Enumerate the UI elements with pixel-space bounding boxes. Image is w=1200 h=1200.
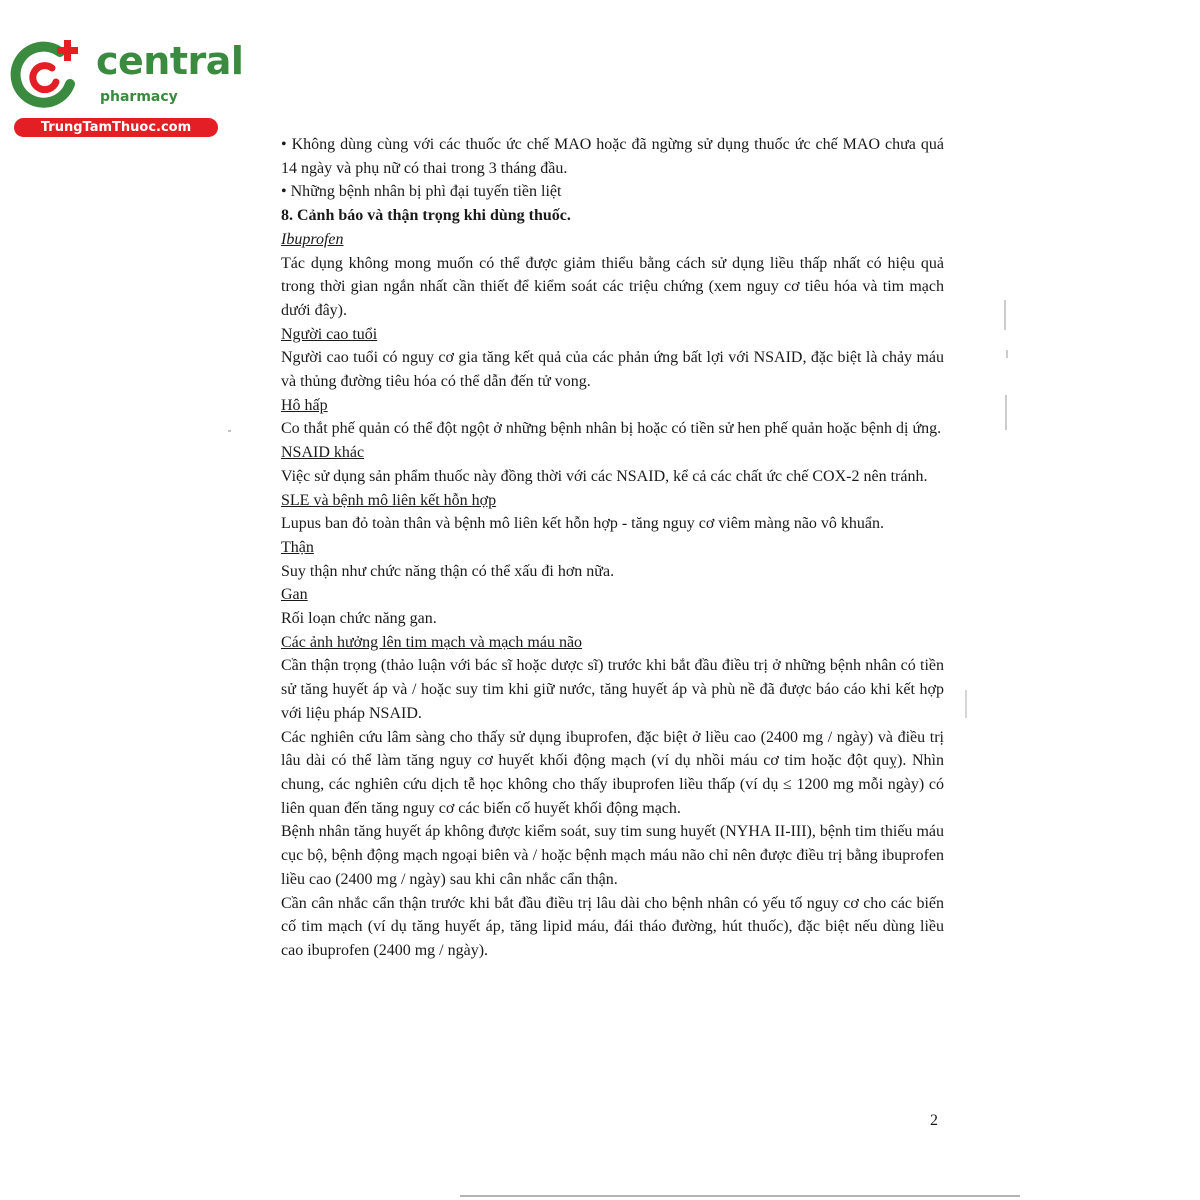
scan-speck xyxy=(1005,395,1007,430)
paragraph: Người cao tuổi có nguy cơ gia tăng kết quả của các phản ứng bất lợi với NSAID, đặc biệt là chảy máu và thủng đường tiêu hóa có thể dẫn đến tử vong. xyxy=(281,349,944,391)
logo-brand-name: central xyxy=(96,39,244,83)
central-pharmacy-logo[interactable] xyxy=(10,38,244,138)
logo-brand-sub: pharmacy xyxy=(100,89,178,105)
subheading: Hô hấp xyxy=(281,396,328,414)
document-body xyxy=(281,133,944,963)
paragraph: Các nghiên cứu lâm sàng cho thấy sử dụng ibuprofen, đặc biệt ở liều cao (2400 mg / ngày) và điều trị lâu dài có thể làm tăng nguy cơ huyết khối động mạch (ví dụ nhồi máu cơ tim hoặc đột quỵ). Nhìn chung, các nghiên cứu dịch tễ học không cho thấy ibuprofen liều thấp (ví dụ ≤ 1200 mg mỗi ngày) có liên quan đến tăng nguy cơ các biến cố huyết khối động mạch. xyxy=(281,728,944,817)
scan-speck xyxy=(1004,300,1006,330)
paragraph: Suy thận như chức năng thận có thể xấu đi hơn nữa. xyxy=(281,562,615,580)
subheading: Ibuprofen xyxy=(281,230,344,248)
subheading: Người cao tuổi xyxy=(281,325,378,343)
subheading: SLE và bệnh mô liên kết hỗn hợp xyxy=(281,491,497,509)
page-number: 2 xyxy=(930,1112,938,1129)
scan-speck xyxy=(965,690,967,718)
paragraph: Rối loạn chức năng gan. xyxy=(281,610,437,628)
scan-edge-line xyxy=(460,1195,1020,1197)
scan-speck xyxy=(228,430,231,432)
paragraph: Co thắt phế quản có thể đột ngột ở những bệnh nhân bị hoặc có tiền sử hen phế quản hoặc bệnh dị ứng. xyxy=(281,420,942,438)
pharmacy-cross-logo-icon xyxy=(10,38,82,110)
paragraph: • Không dùng cùng với các thuốc ức chế MAO hoặc đã ngừng sử dụng thuốc ức chế MAO chưa quá 14 ngày và phụ nữ có thai trong 3 tháng đầu. xyxy=(281,136,944,177)
paragraph: Lupus ban đỏ toàn thân và bệnh mô liên kết hỗn hợp - tăng nguy cơ viêm màng não vô khuẩn. xyxy=(281,515,885,533)
section-heading: 8. Cảnh báo và thận trọng khi dùng thuốc. xyxy=(281,207,571,225)
subheading: NSAID khác xyxy=(281,444,365,462)
logo-website-url[interactable]: TrungTamThuoc.com xyxy=(14,118,218,137)
subheading: Gan xyxy=(281,586,308,604)
scan-speck xyxy=(1006,350,1008,358)
paragraph: Cần thận trọng (thảo luận với bác sĩ hoặc dược sĩ) trước khi bắt đầu điều trị ở những bệnh nhân có tiền sử tăng huyết áp và / hoặc suy tim khi giữ nước, tăng huyết áp và phù nề đã được báo cáo khi kết hợp với liệu pháp NSAID. xyxy=(281,657,944,722)
subheading: Các ảnh hưởng lên tim mạch và mạch máu não xyxy=(281,633,583,651)
paragraph: • Những bệnh nhân bị phì đại tuyến tiền liệt xyxy=(281,183,562,201)
subheading: Thận xyxy=(281,538,314,556)
paragraph: Việc sử dụng sản phẩm thuốc này đồng thời với các NSAID, kể cả các chất ức chế COX-2 nên tránh. xyxy=(281,467,928,485)
paragraph: Cần cân nhắc cẩn thận trước khi bắt đầu điều trị lâu dài cho bệnh nhân có yếu tố nguy cơ cho các biến cố tim mạch (ví dụ tăng huyết áp, tăng lipid máu, đái tháo đường, hút thuốc), đặc biệt nếu dùng liều cao ibuprofen (2400 mg / ngày). xyxy=(281,894,944,959)
paragraph: Tác dụng không mong muốn có thể được giảm thiểu bằng cách sử dụng liều thấp nhất có hiệu quả trong thời gian ngắn nhất cần thiết để kiểm soát các triệu chứng (xem nguy cơ tiêu hóa và tim mạch dưới đây). xyxy=(281,254,944,319)
paragraph: Bệnh nhân tăng huyết áp không được kiểm soát, suy tim sung huyết (NYHA II-III), bệnh tim thiếu máu cục bộ, bệnh động mạch ngoại biên và / hoặc bệnh mạch máu não chỉ nên được điều trị bằng ibuprofen liều cao (2400 mg / ngày) sau khi cân nhắc cẩn thận. xyxy=(281,823,944,888)
